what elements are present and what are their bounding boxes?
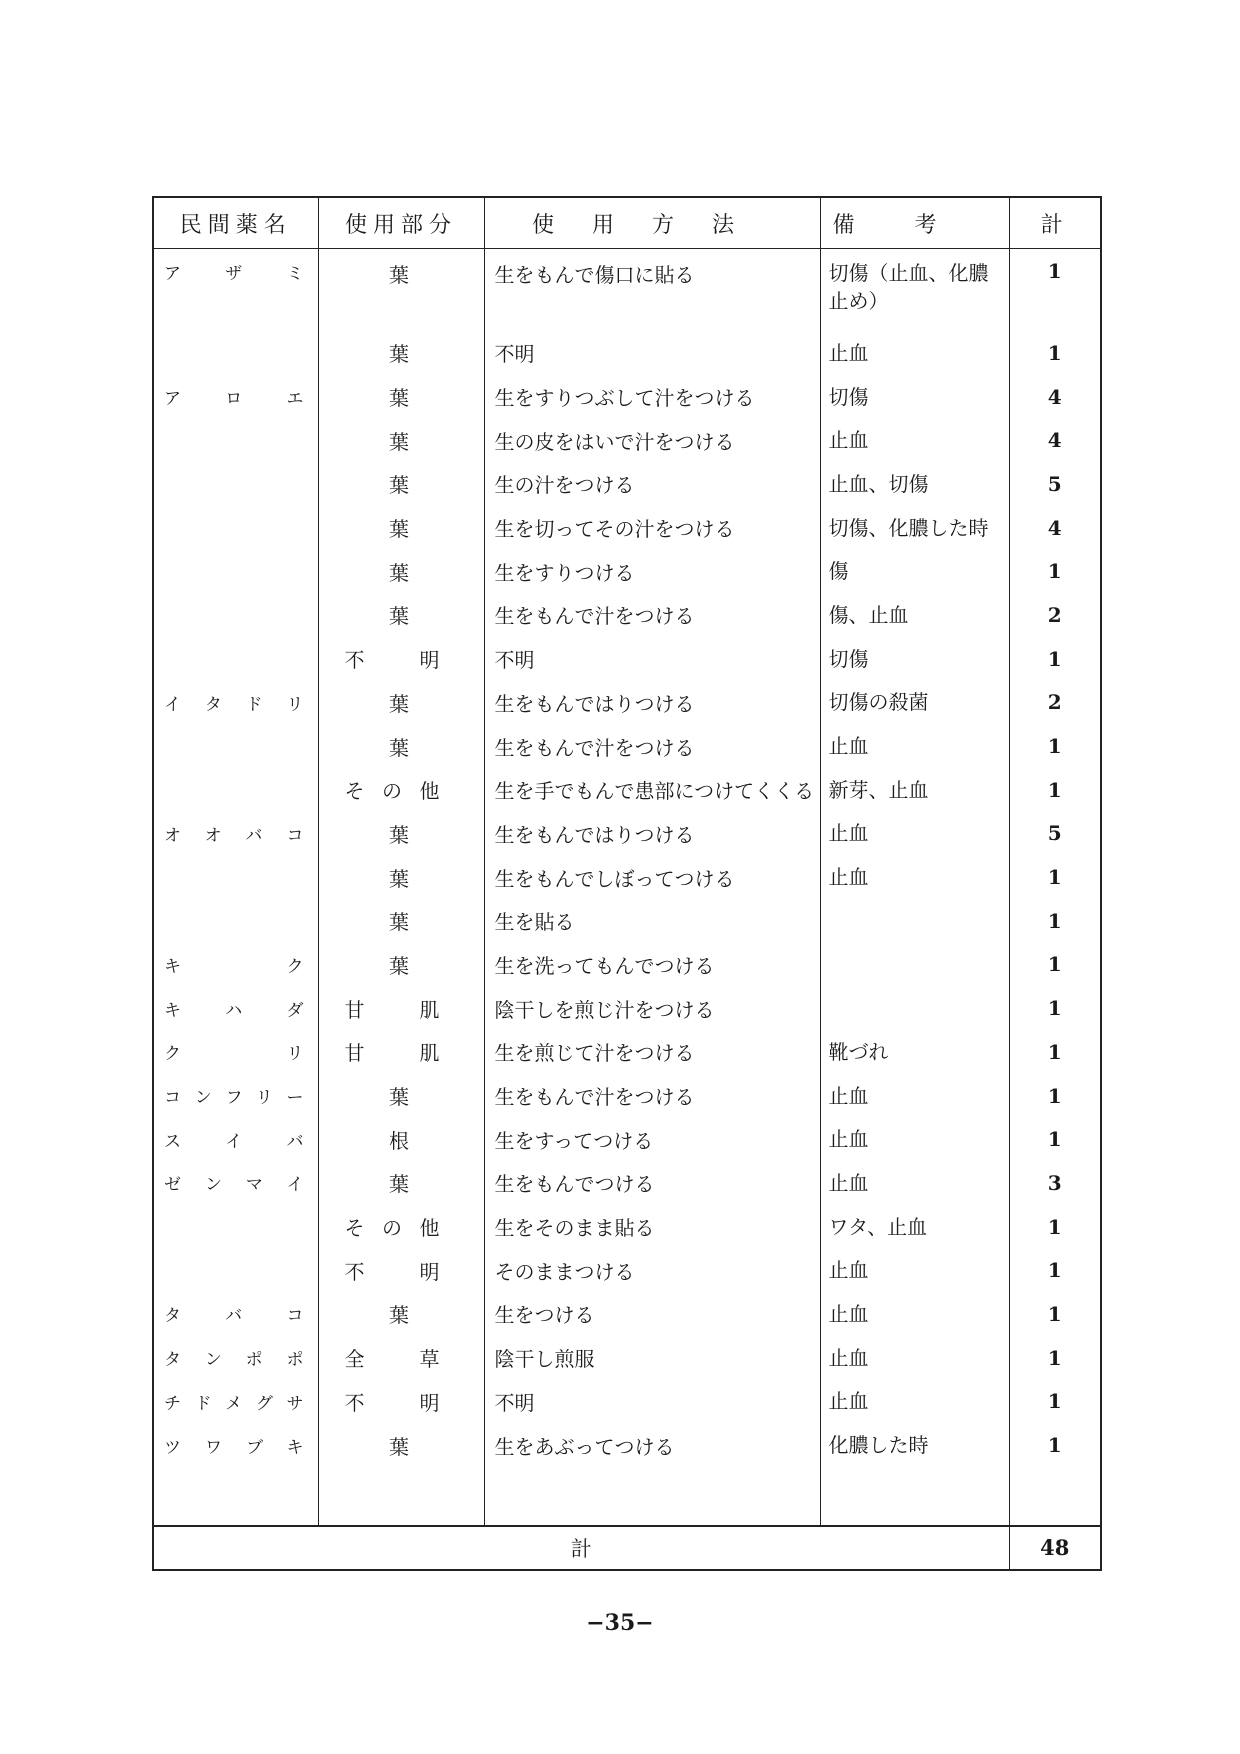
remark: 傷 xyxy=(820,549,1009,593)
count-cell: 1 xyxy=(1009,943,1101,987)
table-row xyxy=(153,1161,1101,1205)
remark: 化膿した時 xyxy=(820,1423,1009,1467)
usage-method: 生をすりつける xyxy=(484,549,820,593)
remark: 止血 xyxy=(820,418,1009,462)
remark: 止血 xyxy=(820,331,1009,375)
count-cell: 1 xyxy=(1009,549,1101,593)
remark: 新芽、止血 xyxy=(820,768,1009,812)
table-row xyxy=(153,1074,1101,1118)
usage-method: 不明 xyxy=(484,637,820,681)
table-row xyxy=(153,855,1101,899)
part-used: 不明 xyxy=(318,637,484,681)
usage-method: 陰干しを煎じ汁をつける xyxy=(484,986,820,1030)
empty-cell xyxy=(820,1467,1009,1526)
usage-method: 生をもんでしぼってつける xyxy=(484,855,820,899)
header-name: 民間薬名 xyxy=(153,197,318,249)
part-used: その他 xyxy=(318,768,484,812)
part-used: 葉 xyxy=(318,462,484,506)
remark: 靴づれ xyxy=(820,1030,1009,1074)
count-cell: 1 xyxy=(1009,899,1101,943)
table-row xyxy=(153,986,1101,1030)
part-used: 葉 xyxy=(318,899,484,943)
usage-method: 生を貼る xyxy=(484,899,820,943)
count-cell: 1 xyxy=(1009,724,1101,768)
table-row xyxy=(153,1292,1101,1336)
remedy-name xyxy=(153,331,318,375)
count-cell: 1 xyxy=(1009,1074,1101,1118)
remedy-name: キク xyxy=(153,943,318,987)
remedy-name: スイバ xyxy=(153,1117,318,1161)
table-row xyxy=(153,1117,1101,1161)
remedy-name xyxy=(153,593,318,637)
remedy-name xyxy=(153,1248,318,1292)
table-row xyxy=(153,549,1101,593)
header-row xyxy=(153,197,1101,249)
remedy-name: コンフリー xyxy=(153,1074,318,1118)
remark: 切傷の殺菌 xyxy=(820,681,1009,725)
remark: 止血 xyxy=(820,1292,1009,1336)
part-used: 葉 xyxy=(318,812,484,856)
table-row xyxy=(153,462,1101,506)
table-row xyxy=(153,331,1101,375)
remedy-name xyxy=(153,768,318,812)
table-row xyxy=(153,1336,1101,1380)
part-used: 葉 xyxy=(318,1423,484,1467)
count-cell: 2 xyxy=(1009,681,1101,725)
part-used: 葉 xyxy=(318,1292,484,1336)
count-cell: 1 xyxy=(1009,249,1101,332)
usage-method: 生を手でもんで患部につけてくくる xyxy=(484,768,820,812)
remark: 止血 xyxy=(820,812,1009,856)
table-row xyxy=(153,1205,1101,1249)
usage-method: 生をもんで汁をつける xyxy=(484,1074,820,1118)
usage-method: 生をあぶってつける xyxy=(484,1423,820,1467)
usage-method: 生をもんで傷口に貼る xyxy=(484,249,820,332)
remedy-name: イタドリ xyxy=(153,681,318,725)
table-row xyxy=(153,943,1101,987)
part-used: 葉 xyxy=(318,249,484,332)
count-cell: 1 xyxy=(1009,637,1101,681)
remedy-name xyxy=(153,549,318,593)
empty-cell xyxy=(153,1467,318,1526)
count-cell: 1 xyxy=(1009,1423,1101,1467)
remark: 止血 xyxy=(820,1336,1009,1380)
remedy-name xyxy=(153,418,318,462)
empty-cell xyxy=(318,1467,484,1526)
part-used: 不明 xyxy=(318,1380,484,1424)
remedy-name: キハダ xyxy=(153,986,318,1030)
remark: 止血 xyxy=(820,855,1009,899)
table-row xyxy=(153,899,1101,943)
empty-cell xyxy=(1009,1467,1101,1526)
remedy-name xyxy=(153,724,318,768)
usage-method: 生をつける xyxy=(484,1292,820,1336)
count-cell: 2 xyxy=(1009,593,1101,637)
count-cell: 4 xyxy=(1009,375,1101,419)
usage-method: 生をそのまま貼る xyxy=(484,1205,820,1249)
count-cell: 1 xyxy=(1009,1030,1101,1074)
part-used: 不明 xyxy=(318,1248,484,1292)
usage-method: 陰干し煎服 xyxy=(484,1336,820,1380)
header-part: 使用部分 xyxy=(318,197,484,249)
count-cell: 1 xyxy=(1009,1117,1101,1161)
part-used: 葉 xyxy=(318,1161,484,1205)
part-used: 葉 xyxy=(318,943,484,987)
remark: 切傷（止血、化膿止め） xyxy=(820,249,1009,332)
count-cell: 1 xyxy=(1009,855,1101,899)
count-cell: 4 xyxy=(1009,506,1101,550)
table-row xyxy=(153,593,1101,637)
part-used: 葉 xyxy=(318,1074,484,1118)
remark: 止血 xyxy=(820,1248,1009,1292)
remedy-name xyxy=(153,899,318,943)
remedy-table xyxy=(152,196,1102,1571)
table-row xyxy=(153,724,1101,768)
usage-method: 生をもんで汁をつける xyxy=(484,724,820,768)
part-used: 葉 xyxy=(318,506,484,550)
remedy-name: タバコ xyxy=(153,1292,318,1336)
remark: 傷、止血 xyxy=(820,593,1009,637)
page-number: −35− xyxy=(586,1610,654,1636)
header-note: 備考 xyxy=(820,197,1009,249)
usage-method: 生をもんでつける xyxy=(484,1161,820,1205)
table-row xyxy=(153,249,1101,332)
remedy-name xyxy=(153,506,318,550)
remedy-name xyxy=(153,462,318,506)
remedy-name xyxy=(153,855,318,899)
table-row xyxy=(153,1380,1101,1424)
table-row xyxy=(153,418,1101,462)
remedy-name xyxy=(153,1205,318,1249)
table-row xyxy=(153,681,1101,725)
table-row xyxy=(153,812,1101,856)
remedy-name: ツワブキ xyxy=(153,1423,318,1467)
total-label: 計 xyxy=(153,1526,1009,1570)
part-used: 葉 xyxy=(318,855,484,899)
usage-method: 生を切ってその汁をつける xyxy=(484,506,820,550)
remark xyxy=(820,986,1009,1030)
remedy-name: チドメグサ xyxy=(153,1380,318,1424)
table-row xyxy=(153,1248,1101,1292)
count-cell: 1 xyxy=(1009,1248,1101,1292)
usage-method: 生の皮をはいで汁をつける xyxy=(484,418,820,462)
header-method: 使用方法 xyxy=(484,197,820,249)
part-used: 葉 xyxy=(318,331,484,375)
usage-method: 生をもんではりつける xyxy=(484,812,820,856)
part-used: 甘肌 xyxy=(318,986,484,1030)
usage-method: 生をもんではりつける xyxy=(484,681,820,725)
part-used: 葉 xyxy=(318,418,484,462)
remark xyxy=(820,899,1009,943)
count-cell: 1 xyxy=(1009,1292,1101,1336)
remark xyxy=(820,943,1009,987)
part-used: 葉 xyxy=(318,375,484,419)
usage-method: 生の汁をつける xyxy=(484,462,820,506)
total-row xyxy=(153,1526,1101,1570)
usage-method: 生を煎じて汁をつける xyxy=(484,1030,820,1074)
table-body xyxy=(153,249,1101,1526)
part-used: その他 xyxy=(318,1205,484,1249)
remedy-name xyxy=(153,637,318,681)
remark: 止血 xyxy=(820,724,1009,768)
count-cell: 1 xyxy=(1009,331,1101,375)
usage-method: 生をもんで汁をつける xyxy=(484,593,820,637)
empty-cell xyxy=(484,1467,820,1526)
count-cell: 1 xyxy=(1009,1336,1101,1380)
spacer-row xyxy=(153,1467,1101,1526)
remark: 止血 xyxy=(820,1074,1009,1118)
count-cell: 1 xyxy=(1009,1380,1101,1424)
remedy-name: タンポポ xyxy=(153,1336,318,1380)
remark: 切傷、化膿した時 xyxy=(820,506,1009,550)
part-used: 葉 xyxy=(318,593,484,637)
remedy-name: オオバコ xyxy=(153,812,318,856)
table-row xyxy=(153,375,1101,419)
header-count: 計 xyxy=(1009,197,1101,249)
remedy-name: アロエ xyxy=(153,375,318,419)
count-cell: 1 xyxy=(1009,986,1101,1030)
count-cell: 5 xyxy=(1009,812,1101,856)
table-row xyxy=(153,637,1101,681)
part-used: 甘肌 xyxy=(318,1030,484,1074)
table-row xyxy=(153,1423,1101,1467)
remark: 切傷 xyxy=(820,637,1009,681)
part-used: 全草 xyxy=(318,1336,484,1380)
part-used: 根 xyxy=(318,1117,484,1161)
count-cell: 1 xyxy=(1009,1205,1101,1249)
table-row xyxy=(153,768,1101,812)
remark: 止血 xyxy=(820,1161,1009,1205)
total-value: 48 xyxy=(1009,1526,1101,1570)
remark: 切傷 xyxy=(820,375,1009,419)
usage-method: 生を洗ってもんでつける xyxy=(484,943,820,987)
remedy-name: ゼンマイ xyxy=(153,1161,318,1205)
remark: 止血、切傷 xyxy=(820,462,1009,506)
count-cell: 1 xyxy=(1009,768,1101,812)
remedy-name: アザミ xyxy=(153,249,318,332)
count-cell: 4 xyxy=(1009,418,1101,462)
count-cell: 5 xyxy=(1009,462,1101,506)
part-used: 葉 xyxy=(318,681,484,725)
part-used: 葉 xyxy=(318,549,484,593)
remedy-name: クリ xyxy=(153,1030,318,1074)
usage-method: 生をすりつぶして汁をつける xyxy=(484,375,820,419)
count-cell: 3 xyxy=(1009,1161,1101,1205)
usage-method: 生をすってつける xyxy=(484,1117,820,1161)
remark: 止血 xyxy=(820,1380,1009,1424)
usage-method: そのままつける xyxy=(484,1248,820,1292)
usage-method: 不明 xyxy=(484,1380,820,1424)
table-row xyxy=(153,506,1101,550)
table-row xyxy=(153,1030,1101,1074)
part-used: 葉 xyxy=(318,724,484,768)
remark: 止血 xyxy=(820,1117,1009,1161)
remark: ワタ、止血 xyxy=(820,1205,1009,1249)
usage-method: 不明 xyxy=(484,331,820,375)
